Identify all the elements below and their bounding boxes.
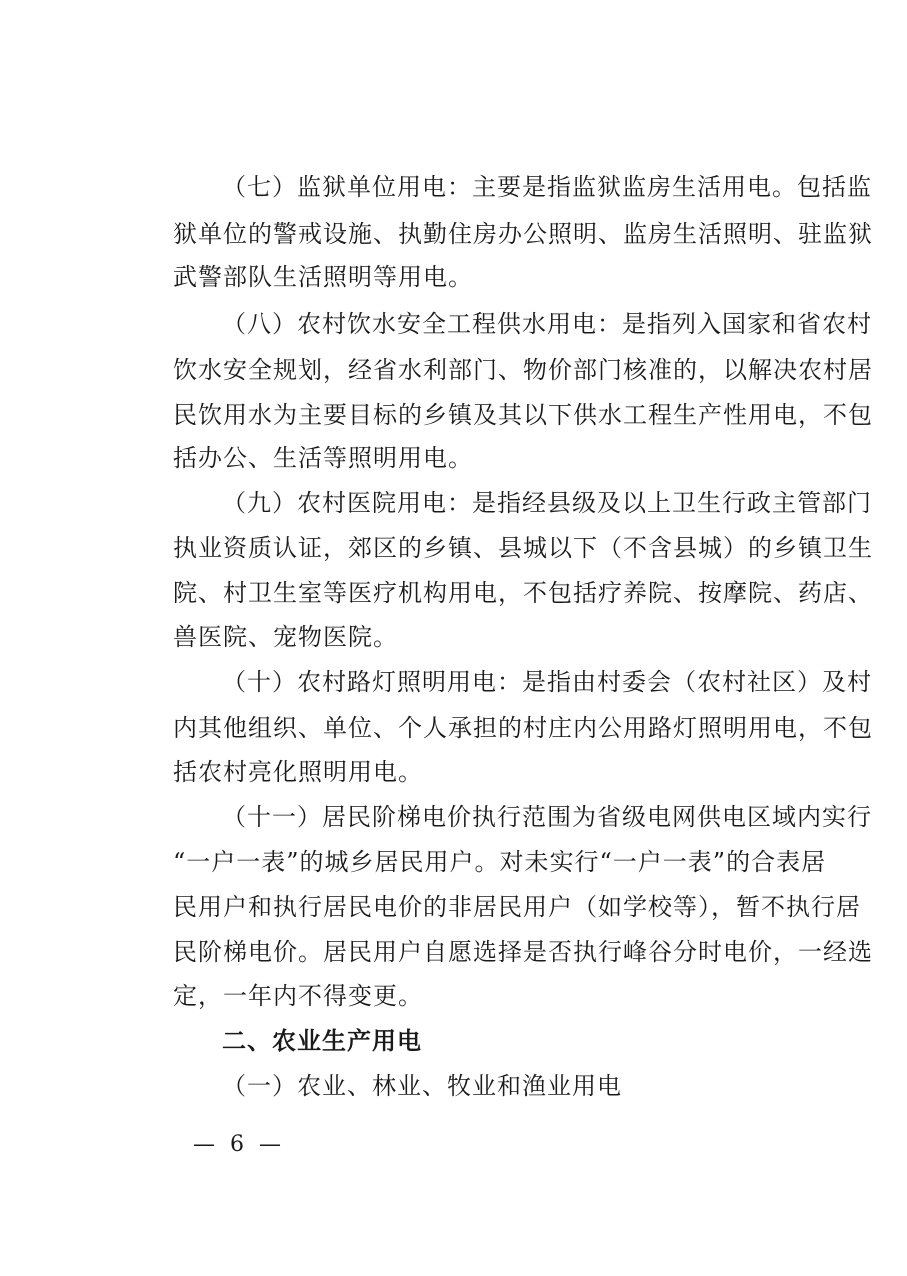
paragraph-11-line-4: 民阶梯电价。居民用户自愿选择是否执行峰谷分时电价，一经选 <box>173 938 873 966</box>
subsection-heading: （一）农业、林业、牧业和渔业用电 <box>222 1072 622 1100</box>
paragraph-11-line-2: “一户一表”的城乡居民用户。对未实行“一户一表”的合表居 <box>173 848 827 876</box>
paragraph-9-line-2: 执业资质认证，郊区的乡镇、县城以下（不含县城）的乡镇卫生 <box>173 534 873 562</box>
paragraph-7-line-2: 狱单位的警戒设施、执勤住房办公照明、监房生活照明、驻监狱 <box>173 220 873 248</box>
paragraph-8-line-2: 饮水安全规划，经省水利部门、物价部门核准的，以解决农村居 <box>173 356 873 384</box>
paragraph-11-line-1: （十一）居民阶梯电价执行范围为省级电网供电区域内实行 <box>222 803 872 831</box>
paragraph-8-line-3: 民饮用水为主要目标的乡镇及其以下供水工程生产性用电，不包 <box>173 401 873 429</box>
paragraph-11-line-5: 定，一年内不得变更。 <box>173 982 423 1010</box>
paragraph-10-line-2: 内其他组织、单位、个人承担的村庄内公用路灯照明用电，不包 <box>173 714 873 742</box>
paragraph-8-line-1: （八）农村饮水安全工程供水用电：是指列入国家和省农村 <box>222 310 872 338</box>
paragraph-7-line-3: 武警部队生活照明等用电。 <box>173 263 473 291</box>
paragraph-9-line-4: 兽医院、宠物医院。 <box>173 623 398 651</box>
paragraph-11-line-3: 民用户和执行居民电价的非居民用户（如学校等），暂不执行居 <box>173 893 861 921</box>
section-heading: 二、农业生产用电 <box>222 1027 422 1055</box>
paragraph-10-line-3: 括农村亮化照明用电。 <box>173 758 423 786</box>
paragraph-9-line-1: （九）农村医院用电：是指经县级及以上卫生行政主管部门 <box>222 489 872 517</box>
paragraph-9-line-3: 院、村卫生室等医疗机构用电，不包括疗养院、按摩院、药店、 <box>173 579 873 607</box>
paragraph-7-line-1: （七）监狱单位用电：主要是指监狱监房生活用电。包括监 <box>222 173 872 201</box>
page-number: — 6 — <box>193 1132 285 1157</box>
paragraph-10-line-1: （十）农村路灯照明用电：是指由村委会（农村社区）及村 <box>222 668 872 696</box>
paragraph-8-line-4: 括办公、生活等照明用电。 <box>173 444 473 472</box>
